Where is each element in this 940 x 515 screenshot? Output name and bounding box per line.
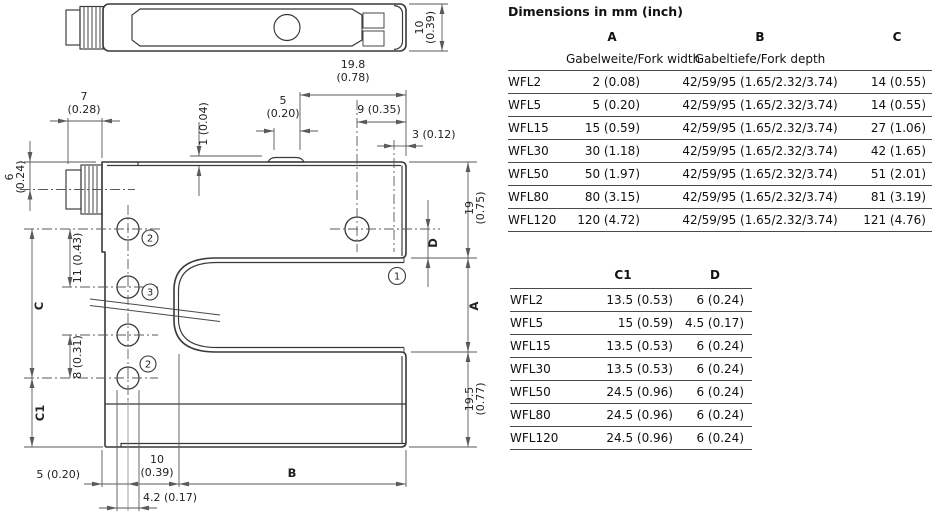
subheader-fork-depth: Gabeltiefe/Fork depth [694,52,826,66]
dim-axis-to-edge: 3 (0.12) [412,128,456,141]
cell-model: WFL5 [508,94,566,117]
table-row [510,289,752,312]
table-row [508,117,932,140]
cell-a: 120 (4.72) [566,209,658,232]
dim-a-ref: A [467,301,481,311]
col-header-c1: C1 [614,268,632,282]
cell-a: 80 (3.15) [566,186,658,209]
dim-button-width-in: (0.20) [266,107,300,120]
cell-b: 42/59/95 (1.65/2.32/3.74) [658,71,862,94]
cell-d: 6 (0.24) [678,358,752,381]
cell-c: 81 (3.19) [862,186,932,209]
dim-hole-pitch-2: 8 (0.31) [71,335,84,379]
dim-front-length: 19.8 [340,58,366,71]
col-header-c: C [892,30,902,44]
callout-label: 2 [144,359,152,371]
cell-d: 6 (0.24) [678,381,752,404]
cell-c1: 24.5 (0.96) [568,381,678,404]
cell-d: 4.5 (0.17) [678,312,752,335]
cell-model: WFL2 [508,71,566,94]
top-view [66,4,448,51]
cell-b: 42/59/95 (1.65/2.32/3.74) [658,140,862,163]
cell-c1: 24.5 (0.96) [568,427,678,450]
dim-front-length-in: (0.78) [336,71,370,84]
cell-model: WFL30 [510,358,568,381]
table-row [510,335,752,358]
dim-b-ref: B [287,466,297,480]
cell-d: 6 (0.24) [678,404,752,427]
cell-b: 42/59/95 (1.65/2.32/3.74) [658,209,862,232]
cell-model: WFL80 [508,186,566,209]
cell-model: WFL120 [510,427,568,450]
dim-label: (0.39) [424,10,437,45]
dim-hole-pitch-1: 11 (0.43) [71,232,84,284]
dim-c-ref: C [32,301,46,311]
table-row [508,94,932,117]
dimension-tables-panel [500,0,940,515]
table-row [508,186,932,209]
page-title: Dimensions in mm (inch) [508,4,683,19]
dim-hole-diameter: 4.2 (0.17) [143,491,198,504]
cell-c1: 13.5 (0.53) [568,289,678,312]
dim-c1-ref: C1 [33,404,47,422]
callout-1 [389,268,406,285]
dim-conn-axis: 6 [3,173,16,181]
cell-a: 50 (1.97) [566,163,658,186]
callout-label: 3 [146,287,154,299]
cell-c1: 15 (0.59) [568,312,678,335]
cell-c: 51 (2.01) [862,163,932,186]
table-row [510,381,752,404]
callout-label: 2 [146,233,154,245]
dim-conn-len-in: (0.28) [67,103,101,116]
dim-edge-to-hole: 5 (0.20) [36,468,80,481]
cell-c: 27 (1.06) [862,117,932,140]
callout-3 [142,284,158,300]
cell-model: WFL80 [510,404,568,427]
cell-model: WFL50 [508,163,566,186]
table-row [510,427,752,450]
subheader-fork-width: Gabelweite/Fork width [566,52,701,66]
table-row [510,312,752,335]
cell-b: 42/59/95 (1.65/2.32/3.74) [658,117,862,140]
cell-a: 30 (1.18) [566,140,658,163]
cell-model: WFL15 [510,335,568,358]
dim-arm-height: 19 [463,201,476,215]
table-row [508,140,932,163]
m8-connector-top [66,7,103,50]
fork-c1-d-table [510,262,752,450]
cell-model: WFL30 [508,140,566,163]
cell-b: 42/59/95 (1.65/2.32/3.74) [658,163,862,186]
cell-model: WFL5 [510,312,568,335]
dim-lower-height-in: (0.77) [474,382,487,416]
cell-a: 2 (0.08) [566,71,658,94]
dim-button-height: 1 (0.04) [197,102,210,146]
dim-housing-height [409,4,448,51]
dim-conn-len: 7 [80,90,88,103]
col-header-d: D [710,268,720,282]
table-header-row [508,26,932,48]
cell-model: WFL2 [510,289,568,312]
table-header-row [510,262,752,289]
dim-hole-to-edge: 9 (0.35) [357,103,401,116]
cell-c1: 13.5 (0.53) [568,335,678,358]
cell-a: 15 (0.59) [566,117,658,140]
table-row [508,71,932,94]
table-row [508,163,932,186]
dim-lower-height: 19.5 [463,386,476,412]
cell-c: 42 (1.65) [862,140,932,163]
table-subheader-row [508,48,932,71]
cell-c1: 13.5 (0.53) [568,358,678,381]
dim-arm-height-in: (0.75) [474,191,487,225]
cell-b: 42/59/95 (1.65/2.32/3.74) [658,186,862,209]
table-row [508,209,932,232]
callout-2a [142,230,158,246]
col-header-b: B [755,30,765,44]
dim-d-ref: D [426,238,440,248]
cell-c: 121 (4.76) [862,209,932,232]
cell-model: WFL50 [510,381,568,404]
cell-c: 14 (0.55) [862,94,932,117]
cell-b: 42/59/95 (1.65/2.32/3.74) [658,94,862,117]
fork-dimensions-table [508,26,932,232]
cell-model: WFL120 [508,209,566,232]
cell-c: 14 (0.55) [862,71,932,94]
callout-label: 1 [393,271,401,283]
cell-c1: 24.5 (0.96) [568,404,678,427]
table-row [510,358,752,381]
dim-hole-to-slot-in: (0.39) [140,466,174,479]
cell-a: 5 (0.20) [566,94,658,117]
callout-2b [140,356,156,372]
cell-d: 6 (0.24) [678,335,752,358]
cell-d: 6 (0.24) [678,427,752,450]
cell-d: 6 (0.24) [678,289,752,312]
cell-model: WFL15 [508,117,566,140]
table-row [510,404,752,427]
dim-label: 10 [413,20,426,35]
dim-conn-axis-in: (0.24) [14,160,27,194]
dim-hole-to-slot: 10 [150,453,164,466]
dim-button-width: 5 [279,94,287,107]
col-header-a: A [607,30,617,44]
